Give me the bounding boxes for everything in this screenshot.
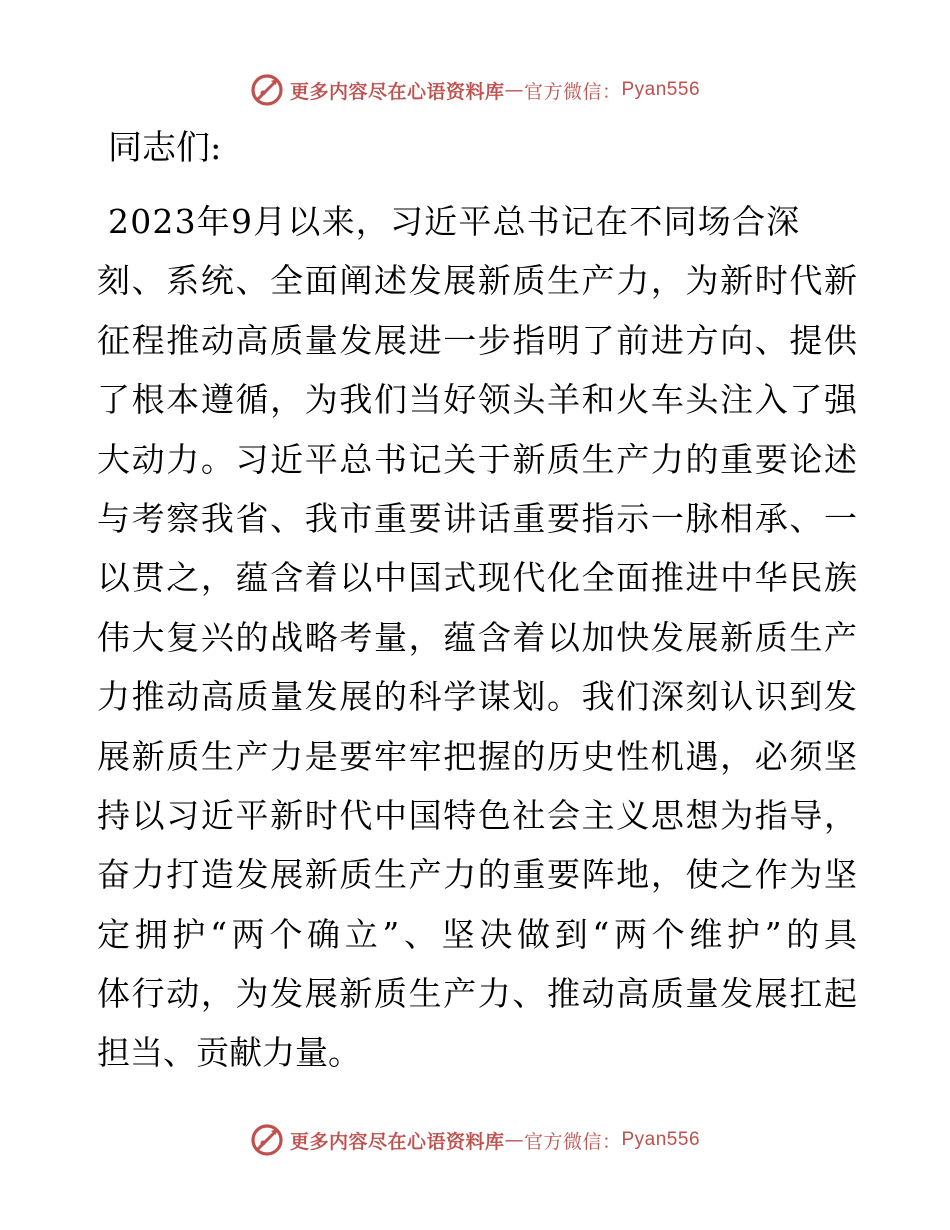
paragraph-line: 大动力。习近平总书记关于新质生产力的重要论述 (97, 439, 857, 479)
watermark-text (290, 1127, 700, 1154)
paragraph-line: 展新质生产力是要牢牢把握的历史性机遇，必须坚 (97, 736, 857, 776)
paragraph-line: 以贯之，蕴含着以中国式现代化全面推进中华民族 (97, 558, 857, 598)
paragraph-line: 征程推动高质量发展进一步指明了前进方向、提供 (97, 320, 857, 360)
watermark-handle: Pyan556 (621, 79, 701, 100)
paragraph-line: 刻、系统、全面阐述发展新质生产力，为新时代新 (97, 261, 857, 301)
body-paragraph (97, 192, 857, 1083)
watermark-handle: Pyan556 (621, 1129, 701, 1150)
paragraph-line: 担当、贡献力量。 (97, 1033, 361, 1073)
footer-watermark (0, 1120, 950, 1160)
paragraph-line: 体行动，为发展新质生产力、推动高质量发展扛起 (97, 974, 857, 1014)
paragraph-line: 奋力打造发展新质生产力的重要阵地，使之作为坚 (97, 855, 857, 895)
watermark-official-label: 官方微信： (523, 80, 622, 103)
watermark-text (290, 77, 700, 104)
paragraph-line: 了根本遵循，为我们当好领头羊和火车头注入了强 (97, 380, 857, 420)
paragraph-line: 伟大复兴的战略考量，蕴含着以加快发展新质生产 (97, 617, 857, 657)
header-watermark (0, 70, 950, 110)
brand-logo-icon (250, 1123, 284, 1157)
watermark-brand: 更多内容尽在心语资料库 (289, 80, 505, 103)
watermark-dash: — (504, 1129, 524, 1151)
watermark-dash: — (504, 79, 524, 101)
paragraph-line: 持以习近平新时代中国特色社会主义思想为指导， (97, 795, 857, 835)
brand-logo-icon (250, 73, 284, 107)
paragraph-line: 定拥护“两个确立”、坚决做到“两个维护”的具 (97, 914, 857, 954)
paragraph-line: 与考察我省、我市重要讲话重要指示一脉相承、一 (97, 498, 857, 538)
watermark-brand: 更多内容尽在心语资料库 (289, 1130, 505, 1153)
greeting: 同志们: (108, 128, 222, 168)
paragraph-line: 2023年9月以来，习近平总书记在不同场合深 (108, 202, 801, 241)
paragraph-line: 力推动高质量发展的科学谋划。我们深刻认识到发 (97, 677, 857, 717)
watermark-official-label: 官方微信： (523, 1130, 622, 1153)
